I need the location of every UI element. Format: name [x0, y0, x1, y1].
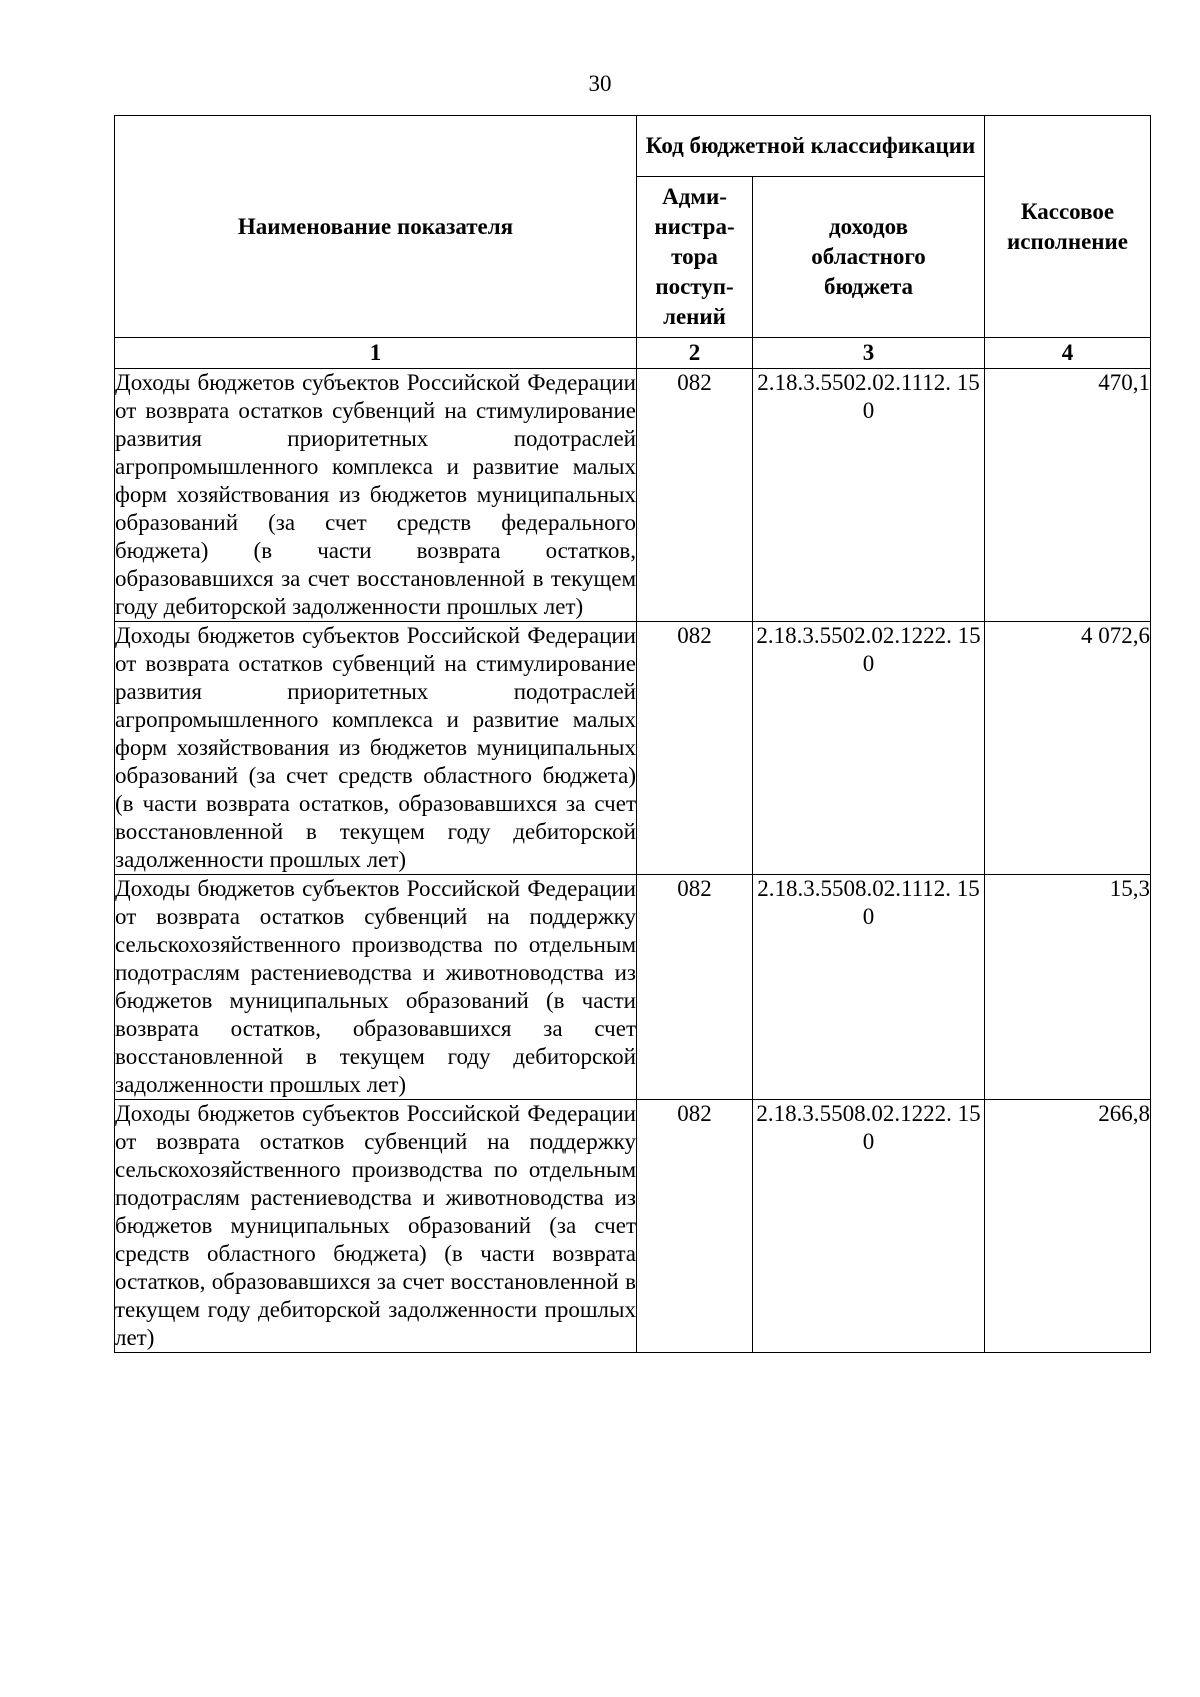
row-amount: 266,8 [985, 1100, 1151, 1353]
column-number: 1 [115, 338, 637, 369]
header-admin-line: Адми- [662, 184, 727, 209]
row-income-code: 2.18.3.5508.02.1112. 150 [753, 875, 985, 1100]
row-income-code: 2.18.3.5508.02.1222. 150 [753, 1100, 985, 1353]
table-row [115, 875, 1151, 1100]
header-admin-line: тора [671, 244, 718, 269]
header-income: доходов областного бюджета [753, 177, 985, 338]
row-admin-code: 082 [637, 622, 753, 875]
table-header [115, 116, 1151, 369]
table-row [115, 622, 1151, 875]
row-admin-code: 082 [637, 875, 753, 1100]
header-admin [637, 177, 753, 338]
row-income-code: 2.18.3.5502.02.1112. 150 [753, 369, 985, 622]
column-number-row [115, 338, 1151, 369]
header-admin-line: нистра- [654, 214, 735, 239]
row-income-code: 2.18.3.5502.02.1222. 150 [753, 622, 985, 875]
header-execution: Кассовое исполнение [985, 116, 1151, 338]
table-row [115, 369, 1151, 622]
row-amount: 470,1 [985, 369, 1151, 622]
table-body [115, 369, 1151, 1353]
row-name: Доходы бюджетов субъектов Российской Федерации от возврата остатков субвенций на стимулирование развития приоритетных подотраслей агропромышленного комплекса и развитие малых форм хозяйствования из бюджетов муниципальных образований (за счет средств областного бюджета) (в части возврата остатков, образовавшихся за счет восстановленной в текущем году дебиторской задолженности прошлых лет) [115, 622, 637, 875]
row-admin-code: 082 [637, 1100, 753, 1353]
column-number: 4 [985, 338, 1151, 369]
row-admin-code: 082 [637, 369, 753, 622]
column-number: 2 [637, 338, 753, 369]
header-row-top [115, 116, 1151, 177]
row-name: Доходы бюджетов субъектов Российской Федерации от возврата остатков субвенций на поддержку сельскохозяйственного производства по отдельным подотраслям растениеводства и животноводства из бюджетов муниципальных образований (за счет средств областного бюджета) (в части возврата остатков, образовавшихся за счет восстановленной в текущем году дебиторской задолженности прошлых лет) [115, 1100, 637, 1353]
header-admin-line: поступ- [655, 274, 734, 299]
page-number: 30 [588, 71, 612, 96]
column-number: 3 [753, 338, 985, 369]
row-name: Доходы бюджетов субъектов Российской Федерации от возврата остатков субвенций на стимулирование развития приоритетных подотраслей агропромышленного комплекса и развитие малых форм хозяйствования из бюджетов муниципальных образований (за счет средств федерального бюджета) (в части возврата остатков, образовавшихся за счет восстановленной в текущем году дебиторской задолженности прошлых лет) [115, 369, 637, 622]
header-name: Наименование показателя [115, 116, 637, 338]
table-row [115, 1100, 1151, 1353]
row-name: Доходы бюджетов субъектов Российской Федерации от возврата остатков субвенций на поддержку сельскохозяйственного производства по отдельным подотраслям растениеводства и животноводства из бюджетов муниципальных образований (в части возврата остатков, образовавшихся за счет восстановленной в текущем году дебиторской задолженности прошлых лет) [115, 875, 637, 1100]
budget-table [114, 115, 1151, 1353]
row-amount: 4 072,6 [985, 622, 1151, 875]
row-amount: 15,3 [985, 875, 1151, 1100]
header-admin-line: лений [663, 304, 726, 329]
header-code-group: Код бюджетной классификации [637, 116, 985, 177]
